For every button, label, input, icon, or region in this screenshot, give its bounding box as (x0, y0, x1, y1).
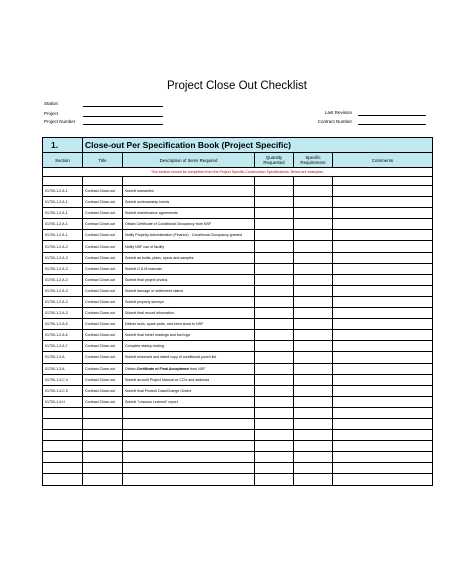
row-description-text: Submit damage or settlement claims (125, 288, 184, 293)
row-title: Contract Close-out (83, 396, 123, 407)
project-field[interactable] (83, 116, 163, 117)
row-requirement-cell[interactable] (294, 330, 333, 341)
row-title: Contract Close-out (83, 263, 123, 274)
row-comments-cell[interactable] (333, 285, 433, 296)
empty-cell[interactable] (255, 474, 294, 485)
row-title: Contract Close-out (83, 296, 123, 307)
row-description (123, 319, 255, 330)
empty-cell[interactable] (123, 441, 255, 452)
row-requirement-cell[interactable] (294, 396, 333, 407)
station-field[interactable] (83, 106, 163, 107)
empty-cell[interactable] (123, 407, 255, 418)
empty-cell[interactable] (333, 441, 433, 452)
empty-cell[interactable] (43, 418, 83, 429)
row-comments-cell[interactable] (333, 230, 433, 241)
row-section: 01700-1.4.H (43, 396, 83, 407)
row-comments-cell[interactable] (333, 208, 433, 219)
row-quantity-cell[interactable] (255, 341, 294, 352)
project-number-field[interactable] (83, 124, 163, 125)
row-quantity-cell[interactable] (255, 208, 294, 219)
row-description-emphasis: Certificate of Final Acceptance (136, 366, 189, 371)
empty-cell[interactable] (333, 474, 433, 485)
row-description (123, 308, 255, 319)
empty-cell[interactable] (255, 441, 294, 452)
row-quantity-cell[interactable] (255, 363, 294, 374)
row-description-text: Submit "Lessons Learned" report (125, 399, 178, 404)
row-title: Contract Close-out (83, 252, 123, 263)
row-quantity-cell[interactable] (255, 219, 294, 230)
table-row (43, 230, 433, 241)
row-description-text: Submit as builts, plans, specs and samples (125, 255, 194, 260)
row-requirement-cell[interactable] (294, 186, 333, 197)
row-section: 01700-1.2.A.6 (43, 330, 83, 341)
station-label: Station (44, 101, 59, 106)
instruction-note-row (43, 168, 433, 177)
row-description (123, 330, 255, 341)
row-description-text: Notify NSF use of facility (125, 244, 165, 249)
contract-number-field[interactable] (358, 124, 426, 125)
row-title: Contract Close-out (83, 330, 123, 341)
row-comments-cell[interactable] (333, 197, 433, 208)
row-section: 01700-1.2.A.1 (43, 219, 83, 230)
row-quantity-cell[interactable] (255, 230, 294, 241)
section-title: Close-out Per Specification Book (Project Specific) (83, 138, 433, 153)
row-requirement-cell[interactable] (294, 263, 333, 274)
row-title: Contract Close-out (83, 341, 123, 352)
empty-cell[interactable] (333, 418, 433, 429)
row-description-text: Submit property surveys (125, 299, 164, 304)
row-requirement-cell[interactable] (294, 374, 333, 385)
row-section: 01700-1.2.A.3 (43, 308, 83, 319)
row-description-text: Notify Property Administration (Finance) - Conditional Occupancy granted (125, 233, 242, 238)
row-requirement-cell[interactable] (294, 219, 333, 230)
row-title: Contract Close-out (83, 352, 123, 363)
row-title: Contract Close-out (83, 319, 123, 330)
row-section: 01700-1.2.A.3 (43, 263, 83, 274)
column-header-row (43, 153, 433, 168)
row-title: Contract Close-out (83, 274, 123, 285)
column-header-specific-requirement: Specific Requirement (294, 153, 333, 168)
row-comments-cell[interactable] (333, 374, 433, 385)
empty-cell[interactable] (294, 407, 333, 418)
table-row (43, 208, 433, 219)
empty-cell[interactable] (123, 430, 255, 441)
empty-cell[interactable] (294, 474, 333, 485)
row-quantity-cell[interactable] (255, 385, 294, 396)
row-description-text: Submit maintenance agreements (125, 211, 178, 216)
row-description (123, 230, 255, 241)
row-description-text: Deliver tools, spare parts, and extra stock to NSF (125, 322, 204, 327)
row-requirement-cell[interactable] (294, 274, 333, 285)
row-description (123, 197, 255, 208)
row-section: 01700-1.2.A.1 (43, 208, 83, 219)
row-quantity-cell[interactable] (255, 352, 294, 363)
table-row (43, 285, 433, 296)
row-section: 01700-1.2.A.2 (43, 241, 83, 252)
row-comments-cell[interactable] (333, 319, 433, 330)
row-section: 01700-1.4.C.5 (43, 385, 83, 396)
row-comments-cell[interactable] (333, 330, 433, 341)
row-description-text: Submit final Product Data/Change Orders (125, 388, 192, 393)
empty-cell[interactable] (255, 463, 294, 474)
row-comments-cell[interactable] (333, 274, 433, 285)
table-row (43, 263, 433, 274)
row-description (123, 208, 255, 219)
empty-cell[interactable] (83, 474, 123, 485)
row-description (123, 274, 255, 285)
row-requirement-cell[interactable] (294, 208, 333, 219)
row-title: Contract Close-out (83, 285, 123, 296)
row-comments-cell[interactable] (333, 352, 433, 363)
row-quantity-cell[interactable] (255, 241, 294, 252)
row-title: Contract Close-out (83, 374, 123, 385)
empty-cell[interactable] (83, 407, 123, 418)
row-description-text: Submit workmanship bonds (125, 200, 170, 205)
column-header-comments: Comments (333, 153, 433, 168)
row-description (123, 241, 255, 252)
row-title: Contract Close-out (83, 208, 123, 219)
row-quantity-cell[interactable] (255, 274, 294, 285)
empty-cell[interactable] (255, 430, 294, 441)
empty-cell[interactable] (123, 418, 255, 429)
row-quantity-cell[interactable] (255, 319, 294, 330)
row-description-text: Submit as-built Project Manual w/ CO's and addenda (125, 377, 210, 382)
table-row (43, 330, 433, 341)
column-header-title: Title (83, 153, 123, 168)
row-description (123, 363, 255, 374)
empty-cell[interactable] (83, 430, 123, 441)
row-description (123, 186, 255, 197)
empty-cell[interactable] (123, 474, 255, 485)
row-title: Contract Close-out (83, 308, 123, 319)
empty-cell[interactable] (43, 430, 83, 441)
row-requirement-cell[interactable] (294, 308, 333, 319)
row-description-text: Complete startup testing (125, 344, 164, 349)
row-quantity-cell[interactable] (255, 197, 294, 208)
empty-cell[interactable] (43, 407, 83, 418)
column-header-description: Description of Items Required (123, 153, 255, 168)
row-description-text: Submit final project photos (125, 277, 168, 282)
empty-cell[interactable] (83, 441, 123, 452)
row-description (123, 396, 255, 407)
table-row (43, 308, 433, 319)
row-section: 01700-1.2.A.3 (43, 252, 83, 263)
row-section: 01700-1.2.A.7 (43, 341, 83, 352)
row-comments-cell[interactable] (333, 241, 433, 252)
table-row (43, 197, 433, 208)
row-description (123, 374, 255, 385)
empty-cell[interactable] (294, 463, 333, 474)
row-description-tail: from NSF (188, 366, 206, 371)
instruction-note: This section should be completed from the Project Specific Construction Specifications. Below are examples. (43, 168, 433, 177)
table-row (43, 363, 433, 374)
row-comments-cell[interactable] (333, 219, 433, 230)
row-description-text: Submit final meter readings and fuel logs (125, 333, 191, 338)
row-description-text: Obtain Certificate of Conditional Occupancy from NSF (125, 222, 212, 227)
row-description-text: Submit warranties (125, 189, 154, 194)
table-row (43, 296, 433, 307)
row-section: 01700-1.2.A.3 (43, 296, 83, 307)
table-row (43, 252, 433, 263)
row-quantity-cell[interactable] (255, 374, 294, 385)
table-row (43, 241, 433, 252)
empty-row (43, 418, 433, 429)
row-quantity-cell[interactable] (255, 263, 294, 274)
empty-cell[interactable] (294, 418, 333, 429)
empty-cell[interactable] (123, 452, 255, 463)
empty-cell[interactable] (255, 452, 294, 463)
row-quantity-cell[interactable] (255, 186, 294, 197)
empty-cell[interactable] (333, 452, 433, 463)
row-quantity-cell[interactable] (255, 285, 294, 296)
empty-row (43, 441, 433, 452)
row-description-text: Submit final record information (125, 311, 174, 316)
row-title: Contract Close-out (83, 385, 123, 396)
empty-cell[interactable] (43, 463, 83, 474)
row-requirement-cell[interactable] (294, 241, 333, 252)
empty-row (43, 407, 433, 418)
row-title: Contract Close-out (83, 186, 123, 197)
table-row (43, 385, 433, 396)
row-quantity-cell[interactable] (255, 396, 294, 407)
project-number-label: Project Number (44, 119, 76, 124)
row-section: 01700-1.2.A.3 (43, 274, 83, 285)
row-section: 01700-1.3.A (43, 363, 83, 374)
empty-cell[interactable] (333, 407, 433, 418)
row-comments-cell[interactable] (333, 252, 433, 263)
row-requirement-cell[interactable] (294, 296, 333, 307)
row-description (123, 263, 255, 274)
row-title: Contract Close-out (83, 363, 123, 374)
table-row (43, 186, 433, 197)
row-section: 01700-1.2.A.1 (43, 230, 83, 241)
row-requirement-cell[interactable] (294, 197, 333, 208)
row-section: 01700-1.4.C.4 (43, 374, 83, 385)
row-quantity-cell[interactable] (255, 308, 294, 319)
row-description-text: Obtain (125, 366, 137, 371)
row-requirement-cell[interactable] (294, 252, 333, 263)
empty-cell[interactable] (123, 463, 255, 474)
row-comments-cell[interactable] (333, 296, 433, 307)
empty-cell[interactable] (83, 418, 123, 429)
empty-cell[interactable] (43, 441, 83, 452)
empty-cell[interactable] (43, 452, 83, 463)
last-revision-field[interactable] (358, 115, 426, 116)
row-description-text: Submit O & M manuals (125, 266, 162, 271)
table-row (43, 219, 433, 230)
empty-row (43, 474, 433, 485)
project-label: Project (44, 111, 59, 116)
row-description (123, 252, 255, 263)
empty-cell[interactable] (294, 430, 333, 441)
row-comments-cell[interactable] (333, 363, 433, 374)
table-row (43, 319, 433, 330)
column-header-quantity: Quantity Requested (255, 153, 294, 168)
last-revision-label: Last Revision (324, 110, 352, 115)
row-requirement-cell[interactable] (294, 230, 333, 241)
empty-cell[interactable] (294, 441, 333, 452)
row-requirement-cell[interactable] (294, 385, 333, 396)
column-header-section: Section (43, 153, 83, 168)
row-title: Contract Close-out (83, 241, 123, 252)
contract-number-label: Contract Number (317, 119, 352, 124)
row-title: Contract Close-out (83, 197, 123, 208)
row-section: 01700-1.2.A.1 (43, 186, 83, 197)
row-comments-cell[interactable] (333, 308, 433, 319)
row-comments-cell[interactable] (333, 341, 433, 352)
row-section: 01700-1.2.A.1 (43, 197, 83, 208)
table-row (43, 274, 433, 285)
section-header-row (43, 138, 433, 153)
row-requirement-cell[interactable] (294, 319, 333, 330)
table-row (43, 352, 433, 363)
empty-cell[interactable] (333, 430, 433, 441)
row-comments-cell[interactable] (333, 385, 433, 396)
empty-row (43, 463, 433, 474)
checklist-table (42, 137, 433, 486)
empty-row (43, 452, 433, 463)
table-row (43, 341, 433, 352)
row-title: Contract Close-out (83, 230, 123, 241)
empty-row (43, 430, 433, 441)
row-section: 01700-1.3.A (43, 352, 83, 363)
row-requirement-cell[interactable] (294, 285, 333, 296)
table-row (43, 374, 433, 385)
empty-cell[interactable] (43, 474, 83, 485)
row-title: Contract Close-out (83, 219, 123, 230)
row-description-text: Submit endorsed and dated copy of conditional punch list (125, 355, 217, 360)
spacer-row (43, 177, 433, 186)
empty-cell[interactable] (255, 407, 294, 418)
section-number: 1. (43, 138, 83, 153)
row-description (123, 219, 255, 230)
row-requirement-cell[interactable] (294, 352, 333, 363)
empty-cell[interactable] (83, 463, 123, 474)
row-quantity-cell[interactable] (255, 296, 294, 307)
row-description (123, 296, 255, 307)
row-description (123, 341, 255, 352)
row-comments-cell[interactable] (333, 186, 433, 197)
row-quantity-cell[interactable] (255, 330, 294, 341)
row-section: 01700-1.2.A.6 (43, 319, 83, 330)
row-description (123, 385, 255, 396)
empty-cell[interactable] (83, 452, 123, 463)
empty-cell[interactable] (294, 452, 333, 463)
row-quantity-cell[interactable] (255, 252, 294, 263)
row-description (123, 285, 255, 296)
empty-cell[interactable] (333, 463, 433, 474)
table-row (43, 396, 433, 407)
document-title: Project Close Out Checklist (167, 80, 307, 92)
row-description (123, 352, 255, 363)
empty-cell[interactable] (255, 418, 294, 429)
row-comments-cell[interactable] (333, 263, 433, 274)
row-requirement-cell[interactable] (294, 341, 333, 352)
row-requirement-cell[interactable] (294, 363, 333, 374)
row-section: 01700-1.2.A.3 (43, 285, 83, 296)
row-comments-cell[interactable] (333, 396, 433, 407)
